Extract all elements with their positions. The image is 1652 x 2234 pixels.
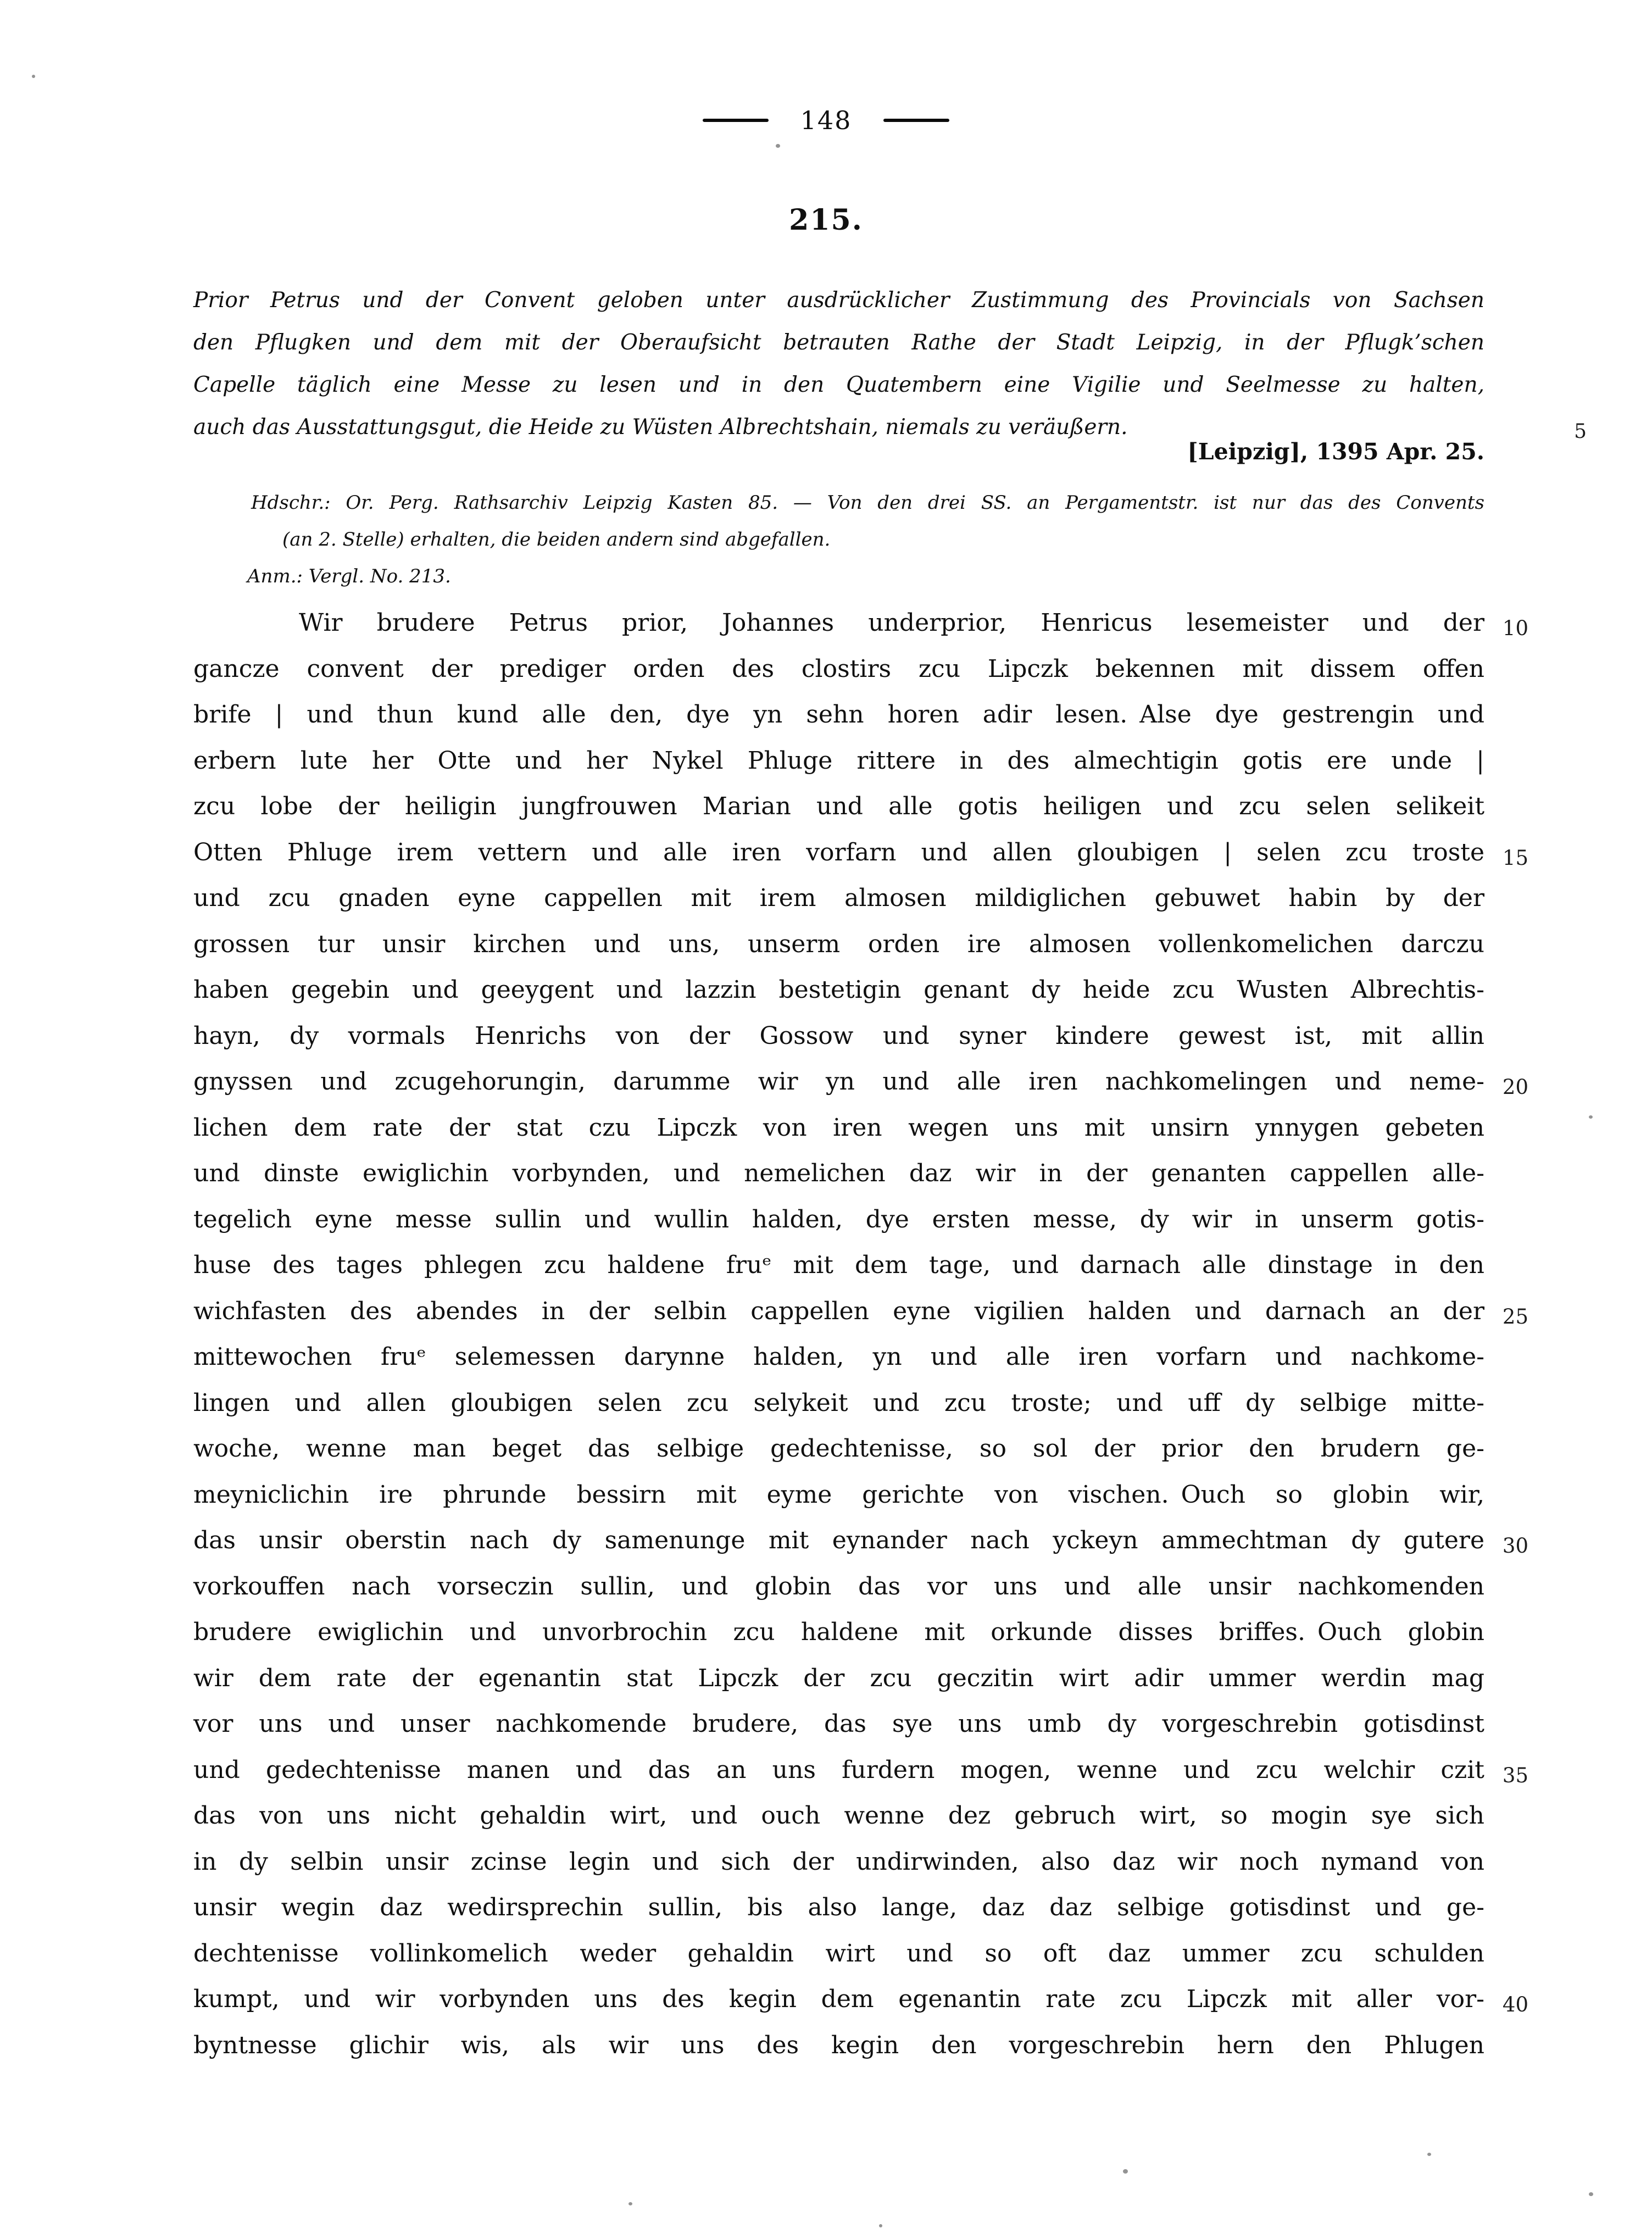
charter-text-line	[193, 1885, 1484, 1931]
apparatus-line-text: Hdschr.: Or. Perg. Rathsarchiv Leipzig Kasten 85. — Von den drei SS. an Pergamentstr. ist nur das des Convents	[251, 492, 1484, 514]
charter-text-line	[193, 1059, 1528, 1105]
apparatus-line-text: Anm.: Vergl. No. 213.	[247, 565, 451, 587]
charter-line-text: und zcu gnaden eyne cappellen mit irem almosen mildiglichen gebuwet habin by der	[193, 884, 1484, 912]
charter-line-text: das von uns nicht gehaldin wirt, und ouch wenne dez gebruch wirt, so mogin sye sich	[193, 1802, 1484, 1830]
margin-line-number: 40	[1502, 1993, 1528, 2016]
charter-text-line	[193, 1288, 1528, 1335]
apparatus-line	[282, 521, 1484, 558]
charter-line-text: Wir brudere Petrus prior, Johannes underprior, Henricus lesemeister und der	[299, 609, 1484, 637]
scan-speck	[1589, 2192, 1593, 2196]
charter-text-line	[193, 921, 1484, 968]
charter-line-text: und dinste ewiglichin vorbynden, und nemelichen daz wir in der genanten cappellen alle-	[193, 1159, 1484, 1187]
charter-line-text: dechtenisse vollinkomelich weder gehaldin wirt und so oft daz ummer zcu schulden	[193, 1939, 1484, 1968]
charter-text-line	[193, 1747, 1528, 1793]
charter-text-line	[193, 1931, 1484, 1977]
margin-line-number: 30	[1502, 1534, 1528, 1558]
charter-line-text: das unsir oberstin nach dy samenunge mit eynander nach yckeyn ammechtman dy gutere	[193, 1526, 1484, 1554]
charter-line-text: hayn, dy vormals Henrichs von der Gossow und syner kindere gewest ist, mit allin	[193, 1021, 1484, 1050]
charter-text-line	[193, 875, 1484, 921]
charter-text-line	[193, 1197, 1484, 1243]
margin-line-number: 35	[1502, 1763, 1528, 1787]
charter-text-line	[193, 646, 1484, 692]
charter-line-text: vorkouffen nach vorseczin sullin, und globin das vor uns und alle unsir nachkomenden	[193, 1572, 1484, 1601]
charter-line-text: lichen dem rate der stat czu Lipczk von iren wegen uns mit unsirn ynnygen gebeten	[193, 1113, 1484, 1142]
summary-line-text: Capelle täglich eine Messe zu lesen und in den Quatembern eine Vigilie und Seelmesse zu halten,	[193, 373, 1484, 397]
charter-line-text: zcu lobe der heiligin jungfrouwen Marian und alle gotis heiligen und zcu selen selikeit	[193, 792, 1484, 820]
scan-speck	[1427, 2153, 1431, 2156]
charter-line-text: gnyssen und zcugehorungin, darumme wir yn und alle iren nachkomelingen und neme-	[193, 1068, 1484, 1096]
charter-text-line	[193, 1013, 1484, 1059]
page-header	[0, 105, 1652, 135]
charter-text-line	[193, 1518, 1528, 1564]
scan-speck	[776, 144, 780, 148]
charter-text-line	[193, 830, 1528, 876]
charter-line-text: woche, wenne man beget das selbige gedechtenisse, so sol der prior den brudern ge-	[193, 1435, 1484, 1463]
charter-line-text: tegelich eyne messe sullin und wullin halden, dye ersten messe, dy wir in unserm gotis-	[193, 1205, 1484, 1233]
margin-line-number: 25	[1502, 1304, 1528, 1329]
charter-line-text: mittewochen fruᵉ selemessen darynne halden, yn und alle iren vorfarn und nachkome-	[193, 1343, 1484, 1371]
summary-line	[193, 364, 1484, 406]
scan-speck	[879, 2224, 882, 2227]
charter-text-line	[193, 1655, 1484, 1702]
summary-line-text: auch das Ausstattungsgut, die Heide zu Wüsten Albrechtshain, niemals zu veräußern.	[193, 415, 1128, 440]
charter-text	[193, 600, 1528, 2068]
charter-line-text: kumpt, und wir vorbynden uns des kegin dem egenantin rate zcu Lipczk mit aller vor-	[193, 1985, 1484, 2013]
summary-line-text: Prior Petrus und der Convent geloben unter ausdrücklicher Zustimmung des Provincials von Sachsen	[193, 288, 1484, 313]
charter-text-line	[193, 692, 1484, 738]
charter-line-text: grossen tur unsir kirchen und uns, unserm orden ire almosen vollenkomelichen darczu	[193, 930, 1484, 958]
charter-text-line	[193, 967, 1484, 1013]
header-rule-left	[703, 119, 769, 122]
dateline: [Leipzig], 1395 Apr. 25.	[1187, 438, 1484, 465]
charter-text-line	[193, 1609, 1484, 1655]
charter-line-text: brudere ewiglichin und unvorbrochin zcu haldene mit orkunde disses briffes. Ouch globin	[193, 1618, 1484, 1646]
charter-line-text: unsir wegin daz wedirsprechin sullin, bis also lange, daz daz selbige gotisdinst und ge-	[193, 1893, 1484, 1921]
charter-text-line	[193, 1426, 1484, 1472]
charter-number: 215.	[789, 203, 863, 237]
scan-speck	[628, 2202, 632, 2205]
charter-text-line	[193, 1334, 1484, 1380]
margin-line-number: 10	[1502, 616, 1528, 640]
charter-text-line	[193, 1839, 1484, 1885]
charter-line-text: brife | und thun kund alle den, dye yn sehn horen adir lesen. Alse dye gestrengin und	[193, 701, 1484, 729]
charter-line-text: gancze convent der prediger orden des clostirs zcu Lipczk bekennen mit dissem offen	[193, 654, 1484, 683]
charter-text-line	[193, 783, 1484, 830]
scan-speck	[32, 75, 35, 78]
margin-line-number: 20	[1502, 1075, 1528, 1099]
margin-line-number: 5	[1574, 420, 1587, 443]
charter-text-line	[193, 1242, 1484, 1288]
charter-line-text: wichfasten des abendes in der selbin cappellen eyne vigilien halden und darnach an der	[193, 1297, 1484, 1325]
charter-text-line	[193, 1105, 1484, 1151]
charter-line-text: wir dem rate der egenantin stat Lipczk der zcu geczitin wirt adir ummer werdin mag	[193, 1664, 1484, 1692]
regest-summary	[193, 279, 1587, 448]
charter-line-text: und gedechtenisse manen und das an uns furdern mogen, wenne und zcu welchir czit	[193, 1755, 1484, 1784]
apparatus-line-text: (an 2. Stelle) erhalten, die beiden andern sind abgefallen.	[282, 529, 831, 551]
charter-text-line	[193, 1564, 1484, 1610]
charter-line-text: huse des tages phlegen zcu haldene fruᵉ mit dem tage, und darnach alle dinstage in den	[193, 1251, 1484, 1279]
charter-text-line	[193, 738, 1484, 784]
summary-line-text: den Pflugken und dem mit der Oberaufsicht betrauten Rathe der Stadt Leipzig, in der Pflugk’schen	[193, 330, 1484, 355]
charter-text-line	[193, 1793, 1484, 1839]
charter-text-line	[193, 1701, 1484, 1747]
margin-line-number: 15	[1502, 846, 1528, 870]
apparatus-notes	[193, 485, 1484, 595]
summary-line	[193, 279, 1484, 321]
apparatus-line	[251, 485, 1484, 521]
charter-text-line	[193, 1151, 1484, 1197]
scan-speck	[1589, 1115, 1593, 1119]
charter-line-text: in dy selbin unsir zcinse legin und sich der undirwinden, also daz wir noch nymand von	[193, 1847, 1484, 1876]
charter-text-line	[193, 600, 1528, 646]
apparatus-line	[247, 558, 1484, 595]
charter-line-text: Otten Phluge irem vettern und alle iren vorfarn und allen gloubigen | selen zcu troste	[193, 838, 1484, 866]
page-number: 148	[800, 105, 852, 135]
header-rule-right	[883, 119, 949, 122]
charter-text-line	[193, 1472, 1484, 1518]
charter-line-text: byntnesse glichir wis, als wir uns des kegin den vorgeschrebin hern den Phlugen	[193, 2031, 1484, 2059]
charter-line-text: haben gegebin und geeygent und lazzin bestetigin genant dy heide zcu Wusten Albrechtis-	[193, 976, 1484, 1004]
charter-line-text: meyniclichin ire phrunde bessirn mit eyme gerichte von vischen. Ouch so globin wir,	[193, 1480, 1484, 1509]
charter-line-text: erbern lute her Otte und her Nykel Phluge rittere in des almechtigin gotis ere unde |	[193, 746, 1484, 775]
scan-speck	[1123, 2169, 1128, 2174]
charter-text-line	[193, 2022, 1484, 2069]
charter-text-line	[193, 1380, 1484, 1426]
charter-text-line	[193, 1976, 1528, 2022]
charter-line-text: lingen und allen gloubigen selen zcu selykeit und zcu troste; und uff dy selbige mitte-	[193, 1388, 1484, 1417]
charter-line-text: vor uns und unser nachkomende brudere, das sye uns umb dy vorgeschrebin gotisdinst	[193, 1710, 1484, 1738]
summary-line	[193, 321, 1484, 364]
